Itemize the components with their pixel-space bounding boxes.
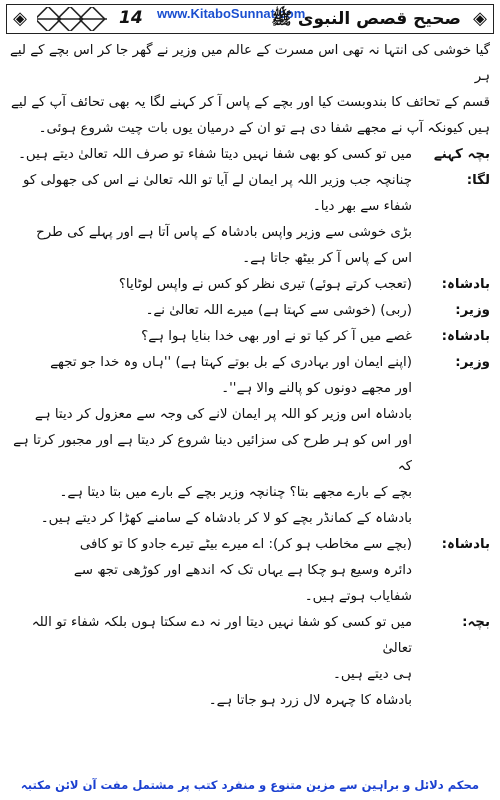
text-line: بادشاہ کے کمانڈر بچے کو لا کر بادشاہ کے سامنے کھڑا کر دیتے ہیں۔ <box>40 511 412 526</box>
text-line: شفایاب ہوتے ہیں۔ <box>304 589 412 604</box>
page-body <box>10 38 490 764</box>
dialogue-minister <box>10 298 490 324</box>
speaker-label: بادشاہ: <box>441 277 490 292</box>
text-line: میں تو کسی کو شفا نہیں دیتا اور نہ دے سکتا ہوں بلکہ شفاء تو اللہ تعالیٰ <box>31 615 412 656</box>
speaker-label: بچہ: <box>462 615 490 630</box>
text-line: (بچے سے مخاطب ہو کر): اے میرے بیٹے تیرے جادو کا تو کافی <box>79 537 412 552</box>
speaker-label <box>412 220 490 272</box>
speaker-label: بادشاہ: <box>441 537 490 552</box>
page-number: 14 <box>119 8 143 28</box>
book-title: صحیح قصص النبوی ﷺ <box>271 9 461 29</box>
dialogue-king <box>10 532 490 610</box>
dialogue-king <box>10 272 490 298</box>
site-watermark[interactable]: www.KitaboSunnat.com <box>157 6 306 21</box>
page-header <box>6 4 494 34</box>
text-line: بادشاہ کا چہرہ لال زرد ہو جاتا ہے۔ <box>208 693 412 708</box>
text-line: شفاء سے بھر دیا۔ <box>312 199 412 214</box>
text-line: بچے کے بارے مجھے بتا؟ چنانچہ وزیر بچے کے بارے میں بتا دیتا ہے۔ <box>59 485 412 500</box>
text-line: (اپنے ایمان اور بہادری کے بل بوتے کہتا ہے) ''ہاں وہ خدا جو تجھے <box>50 355 412 370</box>
footer-banner[interactable]: محکم دلائل و براہین سے مزین متنوع و منفرد کتب پر مشتمل مفت آن لائن مکتبہ <box>20 778 480 792</box>
text-line: چنانچہ جب وزیر اللہ پر ایمان لے آیا تو اللہ تعالیٰ نے اس کی جھولی کو <box>23 173 412 188</box>
diamond-ornament-icon: ◈ <box>13 8 27 29</box>
knot-ornament-icon <box>37 7 107 31</box>
text-line: بادشاہ اس وزیر کو اللہ پر ایمان لانے کی وجہ سے معزول کر دیتا ہے <box>34 407 412 422</box>
dialogue-king <box>10 324 490 350</box>
text-line: اور مجھے دونوں کو پالنے والا ہے''۔ <box>221 381 412 396</box>
text-line: (ربی) (خوشی سے کہتا ہے) میرے اللہ تعالیٰ نے۔ <box>145 303 412 318</box>
text-line: ہی دیتے ہیں۔ <box>332 667 412 682</box>
speaker-label: بچہ کہنے لگا: <box>433 147 490 188</box>
text-line: ہیں کیونکہ آپ نے مجھے شفا دی ہے تو ان کے درمیان یوں بات چیت شروع ہوئی۔ <box>38 121 490 136</box>
text-line: اور اس کو ہر طرح کی سزائیں دینا شروع کر دیتا ہے اور مجبور کرتا ہے کہ <box>13 433 412 474</box>
speaker-label <box>412 402 490 532</box>
diamond-ornament-icon: ◈ <box>473 8 487 29</box>
narration-block <box>10 220 490 272</box>
speaker-label: وزیر: <box>455 303 490 318</box>
text-line: گیا خوشی کی انتہا نہ تھی اس مسرت کے عالم میں وزیر نے گھر جا کر اس بچے کے لیے ہر <box>10 43 490 84</box>
text-line: دائرہ وسیع ہو چکا ہے یہاں تک کہ اندھے اور کوڑھی تجھ سے <box>73 563 412 578</box>
speaker-label: بادشاہ: <box>441 329 490 344</box>
speaker-label: وزیر: <box>455 355 490 370</box>
narration-block <box>10 402 490 532</box>
text-line: میں تو کسی کو بھی شفا نہیں دیتا شفاء تو صرف اللہ تعالیٰ دیتے ہیں۔ <box>18 147 412 162</box>
text-line: غصے میں آ کر کیا تو نے اور بھی خدا بنایا ہوا ہے؟ <box>141 329 412 344</box>
text-line: اس کے پاس آ کر بیٹھ جاتا ہے۔ <box>242 251 412 266</box>
text-line: قسم کے تحائف کا بندوبست کیا اور بچے کے پاس آ کر کہنے لگا یہ بھی تحائف آپ کے لیے <box>10 95 490 110</box>
text-line: بڑی خوشی سے وزیر واپس بادشاہ کے پاس آتا ہے اور پہلے کی طرح <box>36 225 412 240</box>
dialogue-minister <box>10 350 490 402</box>
dialogue-child-reply <box>10 142 490 220</box>
opening-paragraph <box>10 38 490 142</box>
dialogue-child <box>10 610 490 714</box>
text-line: (تعجب کرتے ہوئے) تیری نظر کو کس نے واپس لوٹایا؟ <box>118 277 412 292</box>
